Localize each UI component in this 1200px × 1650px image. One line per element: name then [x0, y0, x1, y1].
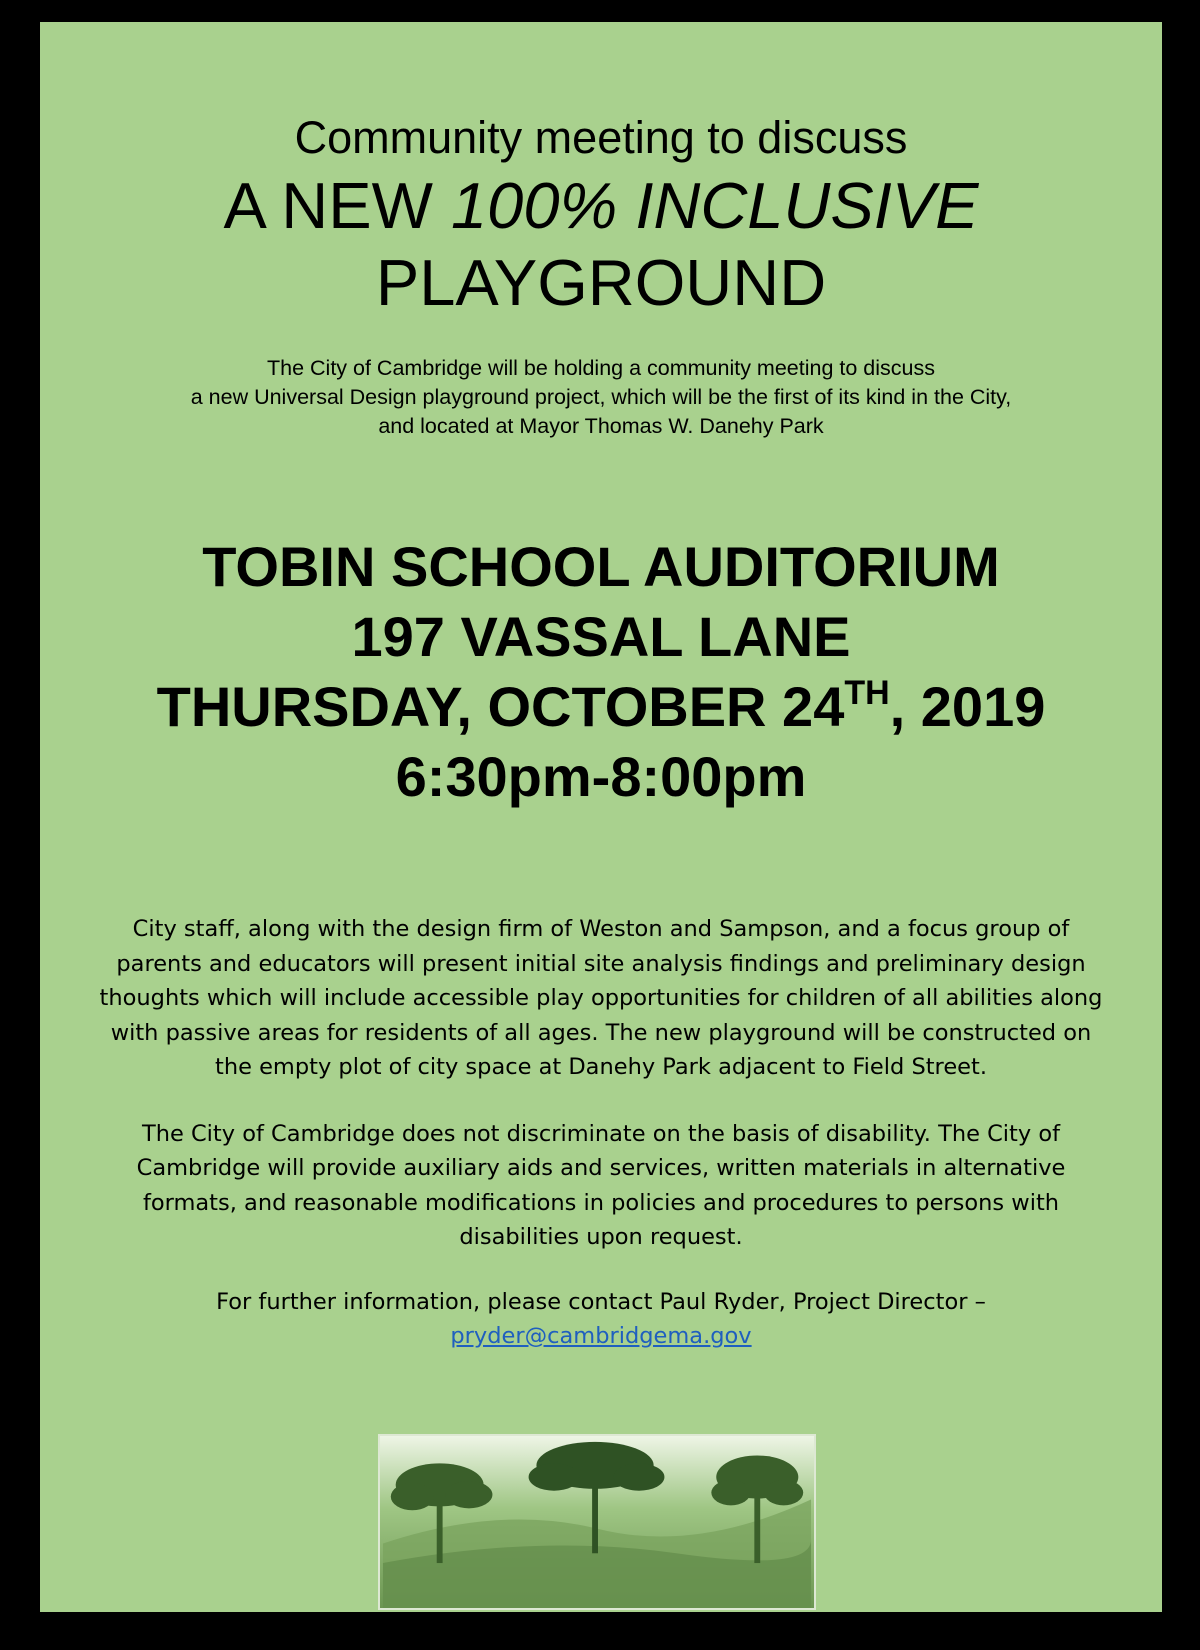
- flyer: [40, 22, 1162, 1612]
- headline-line-2: PLAYGROUND: [375, 246, 827, 319]
- contact-text: For further information, please contact Paul Ryder, Project Director –: [216, 1288, 986, 1315]
- headline-emphasis: 100% INCLUSIVE: [451, 169, 979, 242]
- event-date-main: THURSDAY, OCTOBER 24: [156, 675, 845, 738]
- event-date: [40, 672, 1162, 742]
- description: [40, 354, 1162, 441]
- paragraph-contact: [90, 1285, 1112, 1354]
- contact-email-link[interactable]: pryder@cambridgema.gov: [450, 1323, 752, 1349]
- event-date-year: , 2019: [889, 675, 1046, 738]
- event-address: 197 VASSAL LANE: [351, 605, 851, 668]
- event-venue: TOBIN SCHOOL AUDITORIUM: [202, 535, 1000, 598]
- event-time: 6:30pm-8:00pm: [395, 745, 807, 808]
- paragraph-accessibility: The City of Cambridge does not discriminate on the basis of disability. The City of Cambridge will provide auxiliary aids and services, written materials in alternative formats, and reasonable modifications in policies and procedures to persons with disabilities upon request.: [136, 1120, 1066, 1250]
- description-line-1: The City of Cambridge will be holding a community meeting to discuss: [267, 356, 935, 380]
- headline: [40, 167, 1162, 321]
- description-line-2: a new Universal Design playground project, which will be the first of its kind in the City,: [190, 385, 1012, 409]
- danehy-park-logo: [378, 1434, 816, 1610]
- event-details: [40, 532, 1162, 812]
- event-date-ordinal: TH: [844, 674, 890, 712]
- headline-line-1: [40, 167, 1162, 244]
- paragraph-project: City staff, along with the design firm of Weston and Sampson, and a focus group of parents and educators will present initial site analysis findings and preliminary design thoughts which will include accessible play opportunities for children of all abilities along with passive areas for residents of all ages. The new playground will be constructed on the empty plot of city space at Danehy Park adjacent to Field Street.: [99, 916, 1103, 1080]
- intro-heading: Community meeting to discuss: [294, 112, 908, 163]
- logo-graphic: [380, 1436, 814, 1608]
- description-line-3: and located at Mayor Thomas W. Danehy Park: [378, 414, 824, 438]
- headline-prefix: A NEW: [223, 169, 452, 242]
- body-text: [90, 912, 1112, 1354]
